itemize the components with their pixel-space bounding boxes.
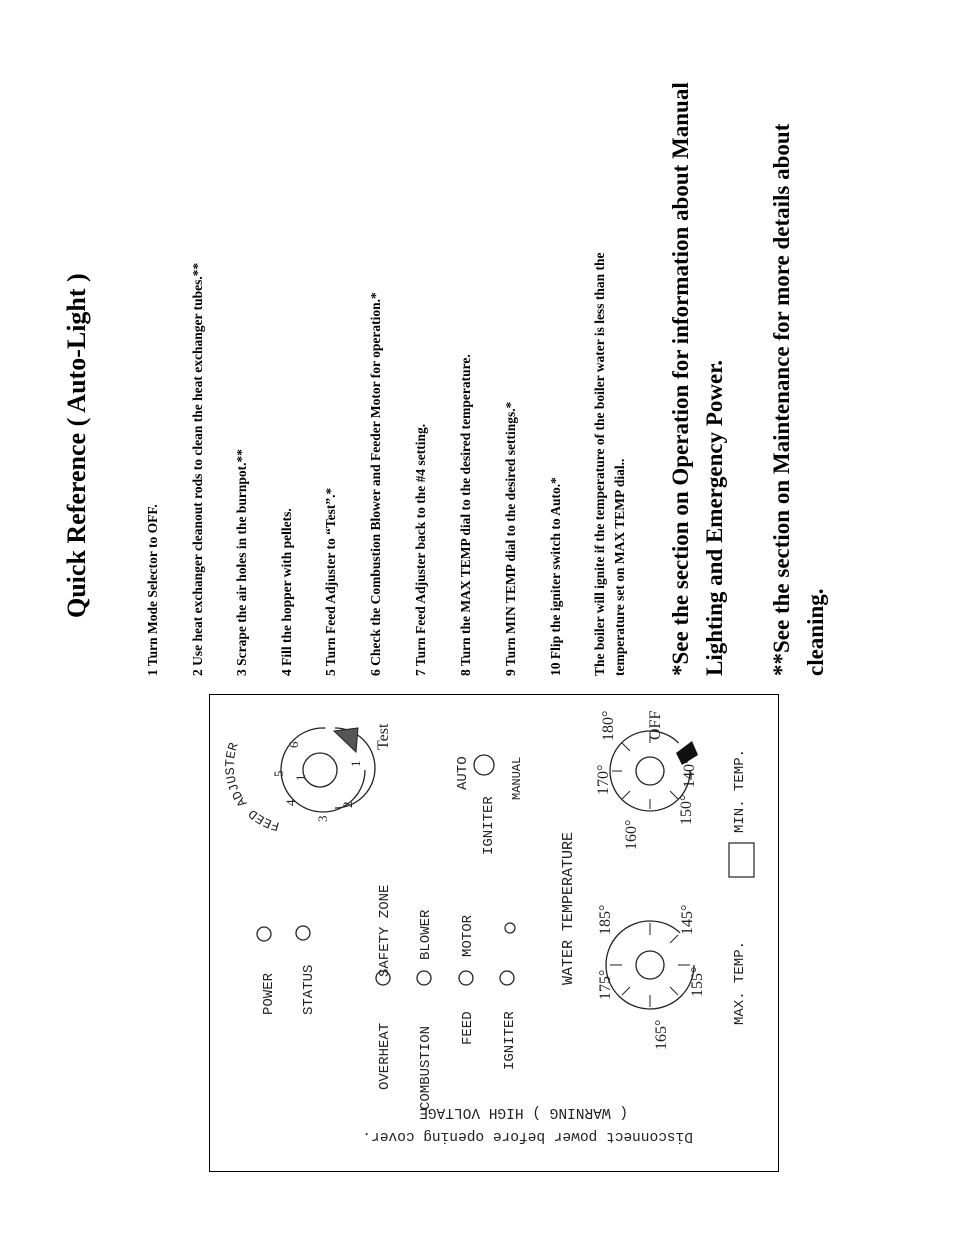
feed-mark-6: 6 <box>286 741 301 748</box>
min-temp-170: 170° <box>595 764 612 795</box>
feed-mark-4: 4 <box>283 799 298 806</box>
indicator-box <box>729 843 754 877</box>
igniter-switch-label: IGNITER <box>481 796 497 855</box>
manual-label: MANUAL <box>510 756 524 800</box>
overheat-label: OVERHEAT <box>377 1022 393 1090</box>
min-temp-160: 160° <box>623 819 640 850</box>
feed-mark-5: 5 <box>271 770 286 777</box>
step-4: 4 Fill the hopper with pellets. <box>279 508 294 676</box>
feed-led <box>459 971 473 985</box>
min-temp-150: 150° <box>678 794 695 825</box>
combustion-label: COMBUSTION <box>418 1025 434 1110</box>
warning-line-1: Disconnect power before opening cover. <box>362 1128 693 1144</box>
feed-mark-1b: 1 <box>348 760 363 767</box>
max-temp-165: 165° <box>653 1019 670 1050</box>
igniter-led <box>500 971 514 985</box>
power-label: POWER <box>261 972 277 1015</box>
feed-adjuster-knob <box>281 728 375 812</box>
control-panel-diagram <box>209 694 779 1172</box>
igniter-led-label: IGNITER <box>502 1011 518 1070</box>
step-8: 8 Turn the MAX TEMP dial to the desired temperature. <box>458 354 473 676</box>
blower-label: BLOWER <box>418 909 434 960</box>
test-label: Test <box>375 723 392 750</box>
feed-mark-2: 2 <box>340 801 355 808</box>
off-label: OFF <box>647 710 664 740</box>
igniter-switch <box>474 755 494 775</box>
safety-zone-label: SAFETY ZONE <box>377 884 393 977</box>
feed-mark-1a: 1 <box>293 774 308 781</box>
page-title: Quick Reference ( Auto-Light ) <box>62 273 91 618</box>
step-5: 5 Turn Feed Adjuster to “Test”.* <box>323 487 338 676</box>
note-line-2: temperature set on MAX TEMP dial.. <box>612 458 627 676</box>
step-3: 3 Scrape the air holes in the burnpot.** <box>234 448 249 676</box>
step-2: 2 Use heat exchanger cleanout rods to clean the heat exchanger tubes.** <box>190 262 205 676</box>
combustion-led <box>417 971 431 985</box>
note-line-1: The boiler will ignite if the temperature of the boiler water is less than the <box>592 252 607 676</box>
step-6: 6 Check the Combustion Blower and Feeder Motor for operation.* <box>368 292 383 676</box>
max-temp-185: 185° <box>597 904 614 935</box>
small-led <box>505 923 515 933</box>
power-led <box>257 927 271 941</box>
step-10: 10 Flip the igniter switch to Auto.* <box>548 477 563 676</box>
step-7: 7 Turn Feed Adjuster back to the #4 setting. <box>413 423 428 676</box>
max-temp-155: 155° <box>689 966 706 997</box>
max-temp-145: 145° <box>679 904 696 935</box>
feed-adjuster-label: FEED ADJUSTER <box>222 740 282 834</box>
footnote-operation: *See the section on Operation for information about Manual Lighting and Emergency Power. <box>668 82 727 676</box>
step-1: 1 Turn Mode Selector to OFF. <box>145 504 160 676</box>
feed-mark-3: 3 <box>315 815 330 822</box>
min-temp-180: 180° <box>600 710 617 741</box>
step-9: 9 Turn MIN TEMP dial to the desired settings.* <box>503 401 518 676</box>
min-temp-label: MIN. TEMP. <box>732 748 748 833</box>
status-label: STATUS <box>301 964 317 1015</box>
footnote-maintenance: **See the section on Maintenance for more details about cleaning. <box>769 123 828 676</box>
motor-label: MOTOR <box>460 914 476 957</box>
status-led <box>296 926 310 940</box>
min-temp-140: 140° <box>681 757 698 788</box>
max-temp-175: 175° <box>597 969 614 1000</box>
water-temperature-label: WATER TEMPERATURE <box>560 831 577 985</box>
warning-line-2: ( WARNING ) HIGH VOLTAGE <box>419 1104 628 1120</box>
feed-label: FEED <box>460 1011 476 1045</box>
max-temp-label: MAX. TEMP. <box>732 940 748 1025</box>
auto-label: AUTO <box>455 756 471 790</box>
